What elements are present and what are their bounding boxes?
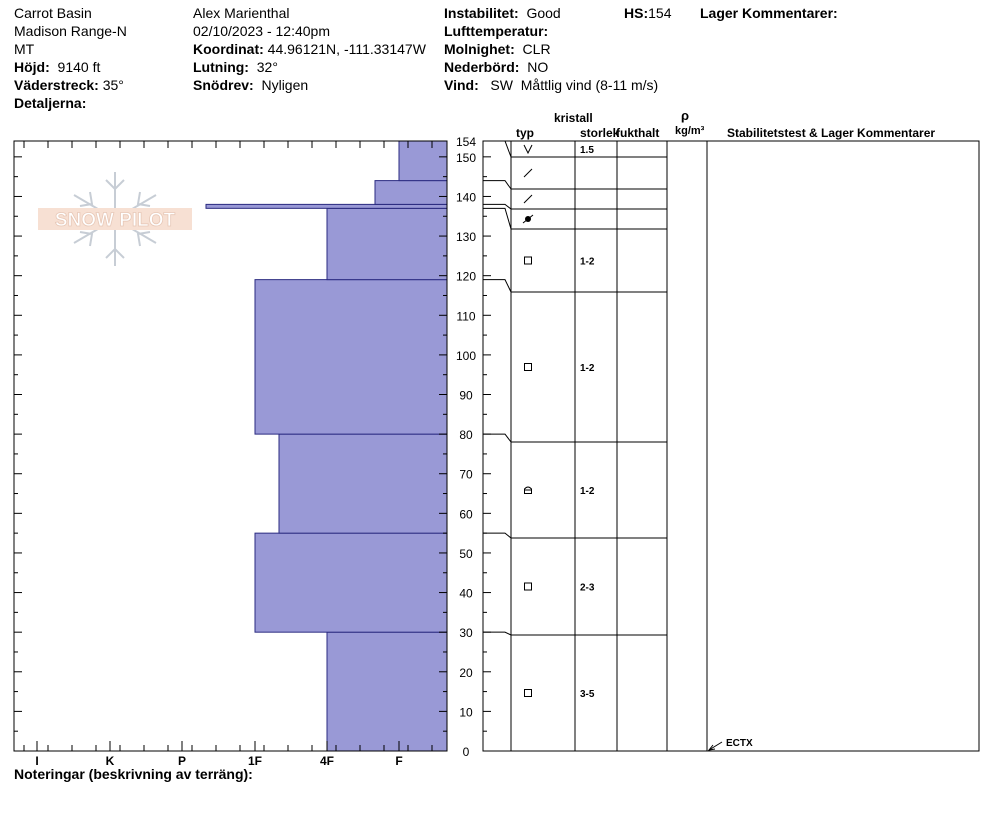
snowpilot-logo — [38, 172, 192, 266]
layer-connector — [483, 434, 511, 442]
aspect-value: 35° — [102, 77, 124, 93]
sky-label: Molnighet: — [444, 41, 515, 57]
crystal-size-value: 1-2 — [580, 256, 595, 268]
decomposing-particle-icon — [524, 195, 532, 203]
crystal-size-value: 1.5 — [580, 145, 594, 156]
faceted-crystal-icon — [525, 690, 532, 697]
layer-connector — [483, 632, 511, 635]
height-tick-label: 140 — [455, 190, 477, 205]
height-tick-label: 30 — [459, 626, 473, 641]
rho-header: ρ — [681, 108, 690, 123]
stability-tests — [709, 738, 753, 750]
layer-connector — [483, 141, 511, 157]
crystal-header: kristall — [554, 111, 593, 125]
precip-label: Nederbörd: — [444, 59, 520, 75]
layer-connector — [483, 208, 511, 229]
hs-value: 154 — [648, 5, 672, 21]
moisture-header: fukthalt — [616, 126, 660, 140]
state-name: MT — [14, 41, 35, 57]
height-tick-label: 70 — [459, 467, 473, 482]
crystal-size-value: 2-3 — [580, 582, 595, 594]
height-tick-label: 110 — [456, 309, 476, 324]
stability-test-arrowhead — [709, 745, 715, 750]
height-tick-label: 10 — [459, 705, 473, 720]
density-unit-header: kg/m³ — [675, 125, 705, 137]
drift-value: Nyligen — [261, 77, 309, 93]
coordinate-label: Koordinat: — [193, 41, 264, 57]
hardness-bar — [255, 533, 447, 632]
slope-label: Lutning: — [193, 59, 249, 75]
hardness-tick-label: 1F — [247, 754, 263, 768]
elevation-label: Höjd: — [14, 59, 50, 75]
height-tick-label: 80 — [459, 428, 473, 443]
crystal-size-value: 1-2 — [580, 486, 595, 497]
hardness-bar — [255, 280, 447, 434]
hardness-bar — [279, 434, 447, 533]
hardness-tick-label: P — [177, 754, 187, 768]
hardness-bar — [327, 632, 447, 751]
location-name: Carrot Basin — [14, 5, 92, 21]
wind-label: Vind: — [444, 77, 479, 93]
crystal-size-value: 1-2 — [580, 363, 595, 374]
sky-value: CLR — [522, 41, 551, 57]
instability-value: Good — [526, 5, 561, 21]
hs-label: HS: — [624, 5, 649, 21]
range-name: Madison Range-N — [14, 23, 127, 39]
type-header: typ — [516, 126, 534, 140]
drift-label: Snödrev: — [193, 77, 254, 93]
height-tick-label: 40 — [459, 586, 473, 601]
coordinate-value: 44.96121N, -111.33147W — [267, 41, 426, 57]
hardness-tick-label: 4F — [319, 754, 335, 768]
stability-header: Stabilitetstest & Lager Kommentarer — [727, 126, 936, 140]
observer-name: Alex Marienthal — [193, 5, 290, 21]
layer-connector — [483, 280, 511, 292]
airtemp-label: Lufttemperatur: — [444, 23, 549, 39]
stability-test-label: ECTX — [726, 738, 753, 749]
faceted-crystal-icon — [525, 257, 532, 264]
hardness-tick-label: F — [395, 754, 403, 768]
layer-connector — [483, 181, 511, 189]
hardness-bars — [206, 141, 447, 751]
height-tick-label: 120 — [455, 269, 477, 284]
details-label: Detaljerna: — [14, 95, 87, 111]
instability-label: Instabilitet: — [444, 5, 519, 21]
hardness-bar — [206, 204, 447, 208]
layer-connector — [483, 533, 511, 538]
layer-table-frame — [483, 141, 979, 751]
wind-direction: SW — [490, 77, 513, 93]
observation-datetime: 02/10/2023 - 12:40pm — [193, 23, 330, 39]
height-tick-label: 154 — [455, 135, 477, 149]
layer-comments-label: Lager Kommentarer: — [700, 5, 838, 21]
surface-hoar-icon — [524, 145, 532, 153]
height-tick-label: 20 — [459, 665, 473, 680]
stability-test-pointer — [709, 742, 722, 750]
size-header: storlek — [580, 126, 620, 140]
watermark-text: SNOW PILOT — [54, 210, 176, 231]
faceted-crystal-icon — [525, 583, 532, 590]
hardness-tick-label: K — [105, 754, 115, 768]
crystal-size-value: 3-5 — [580, 689, 595, 700]
height-tick-label: 150 — [455, 150, 477, 165]
slope-value: 32° — [256, 59, 278, 75]
elevation-value: 9140 ft — [57, 59, 101, 75]
hardness-bar — [399, 141, 447, 181]
height-tick-label: 130 — [455, 230, 477, 245]
hardness-tick-label: I — [35, 754, 39, 768]
precip-value: NO — [527, 59, 549, 75]
height-tick-label: 0 — [462, 745, 470, 759]
height-tick-label: 50 — [459, 546, 473, 561]
hardness-bar — [327, 208, 447, 279]
wind-description: Måttlig vind (8-11 m/s) — [520, 77, 659, 93]
notes-label: Noteringar (beskrivning av terräng): — [14, 766, 253, 782]
aspect-label: Väderstreck: — [14, 77, 99, 93]
height-tick-label: 90 — [459, 388, 473, 403]
hardness-bar — [375, 181, 447, 205]
height-tick-label: 100 — [455, 348, 477, 363]
decomposing-particle-icon — [524, 169, 532, 177]
height-tick-label: 60 — [459, 507, 473, 522]
faceted-crystal-icon — [525, 364, 532, 371]
